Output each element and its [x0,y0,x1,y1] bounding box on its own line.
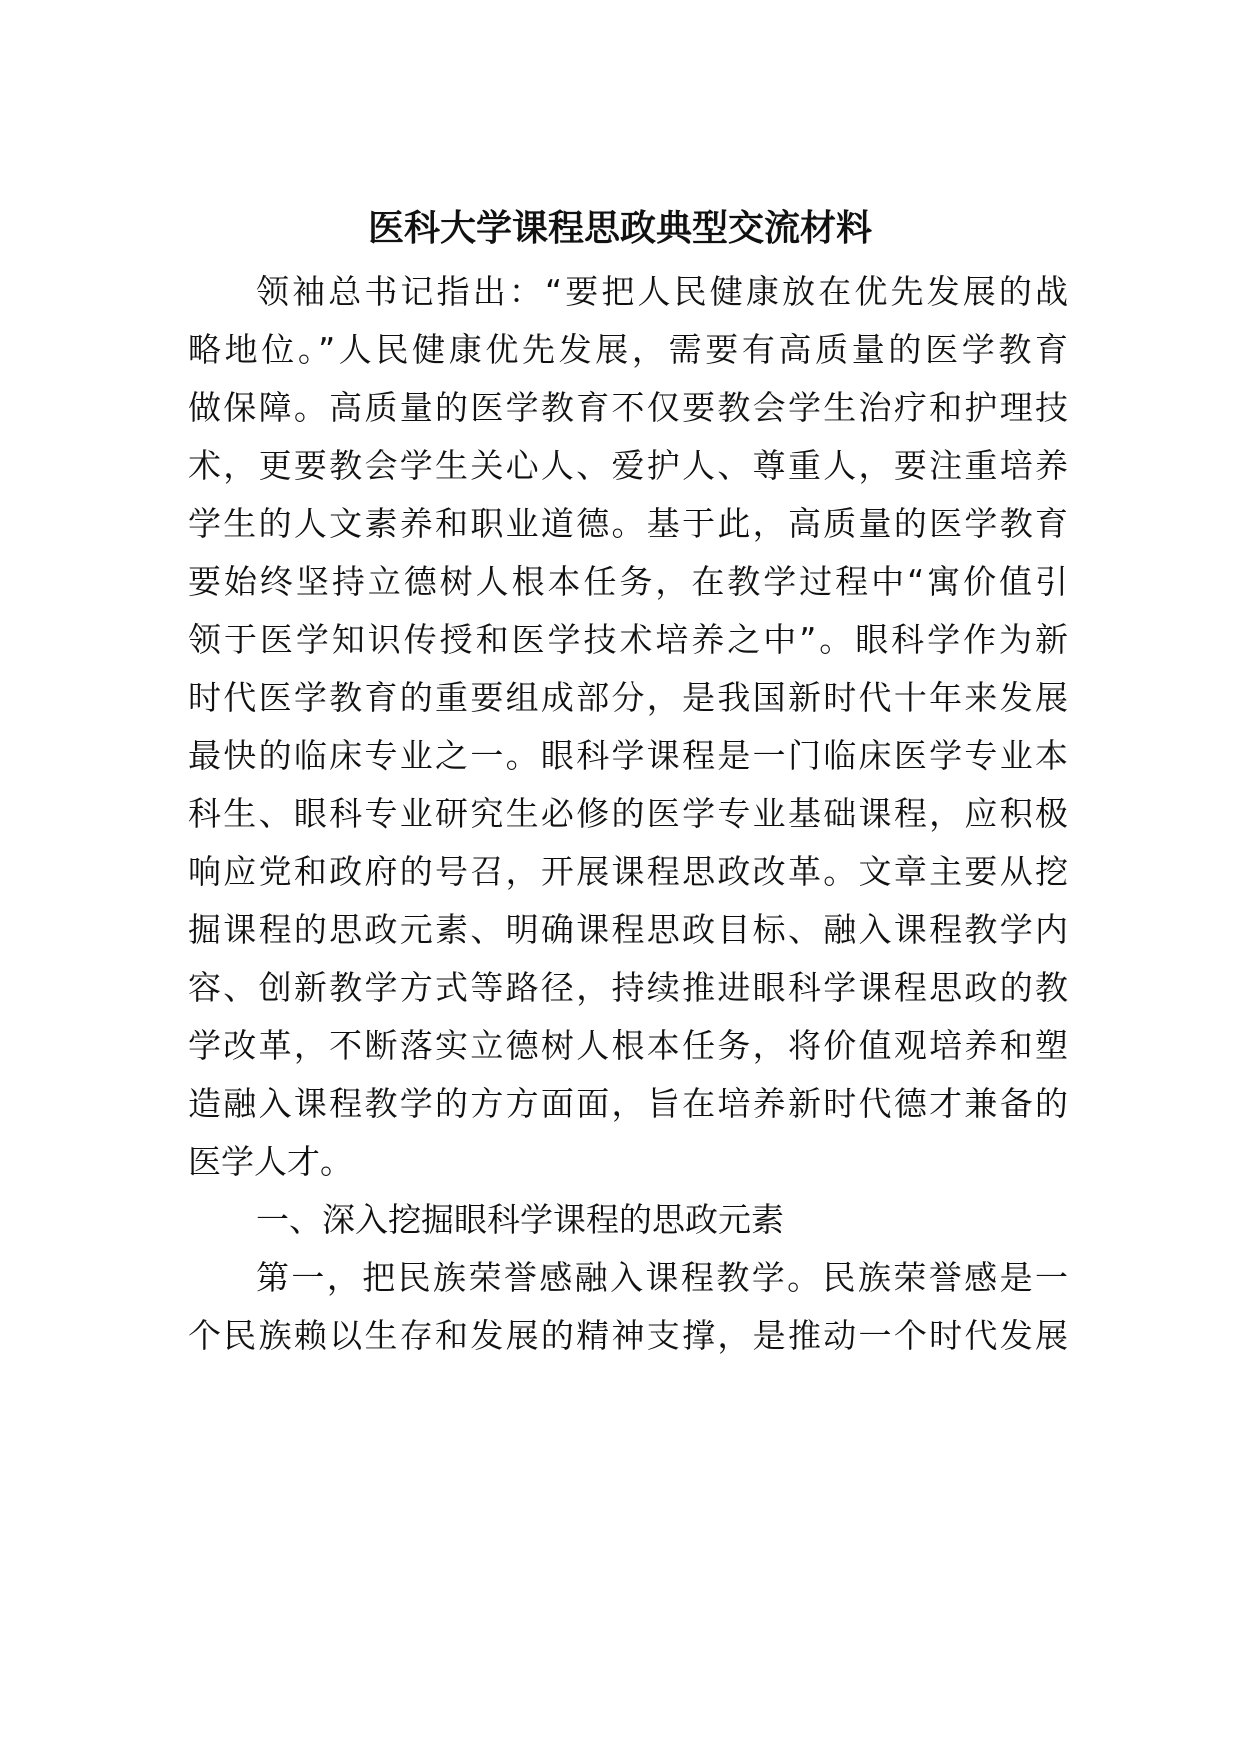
section-heading: 一、深入挖掘眼科学课程的思政元素 [256,1200,784,1239]
document-title: 医科大学课程思政典型交流材料 [367,208,872,249]
paragraph-line: 医学人才。 [188,1142,353,1181]
paragraph-line: 做保障。高质量的医学教育不仅要教会学生治疗和护理技 [188,388,1068,427]
paragraph-line: 科生、眼科专业研究生必修的医学专业基础课程，应积极 [188,794,1068,833]
paragraph-line: 掘课程的思政元素、明确课程思政目标、融入课程教学内 [188,910,1068,949]
paragraph-line: 领袖总书记指出：“要把人民健康放在优先发展的战 [256,272,1068,311]
paragraph-line: 响应党和政府的号召，开展课程思政改革。文章主要从挖 [188,852,1068,891]
paragraph-line: 个民族赖以生存和发展的精神支撑，是推动一个时代发展 [188,1316,1068,1355]
paragraph-line: 第一，把民族荣誉感融入课程教学。民族荣誉感是一 [256,1258,1068,1297]
paragraph-line: 术，更要教会学生关心人、爱护人、尊重人，要注重培养 [188,446,1068,485]
paragraph-line: 最快的临床专业之一。眼科学课程是一门临床医学专业本 [188,736,1068,775]
paragraph-line: 略地位。”人民健康优先发展，需要有高质量的医学教育 [188,330,1068,369]
paragraph-line: 学改革，不断落实立德树人根本任务，将价值观培养和塑 [188,1026,1068,1065]
paragraph-line: 领于医学知识传授和医学技术培养之中”。眼科学作为新 [188,620,1068,659]
paragraph-line: 要始终坚持立德树人根本任务，在教学过程中“寓价值引 [188,562,1068,601]
paragraph-line: 时代医学教育的重要组成部分，是我国新时代十年来发展 [188,678,1068,717]
paragraph-line: 学生的人文素养和职业道德。基于此，高质量的医学教育 [188,504,1068,543]
paragraph-line: 容、创新教学方式等路径，持续推进眼科学课程思政的教 [188,968,1068,1007]
paragraph-line: 造融入课程教学的方方面面，旨在培养新时代德才兼备的 [188,1084,1068,1123]
